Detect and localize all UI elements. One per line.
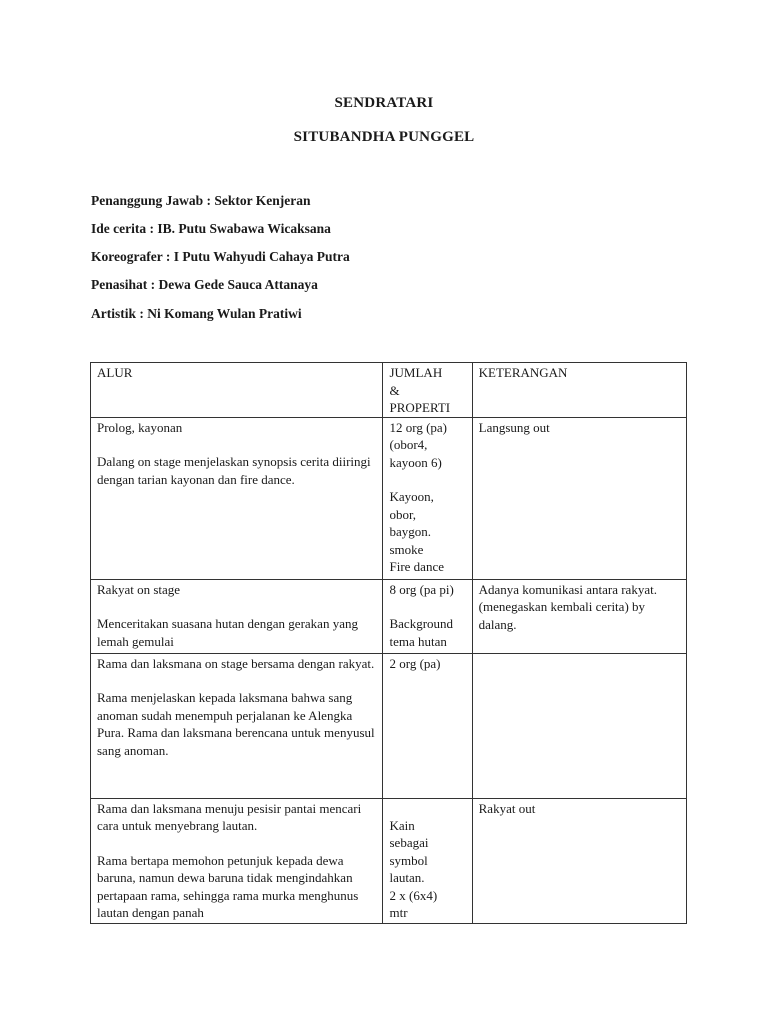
document-title: SENDRATARI <box>334 95 434 111</box>
table-row <box>91 417 687 579</box>
cell-keterangan <box>472 653 686 798</box>
cell-keterangan <box>472 417 686 579</box>
table-row <box>91 579 687 653</box>
header-alur <box>91 363 383 418</box>
properti-line: tema hutan <box>389 633 447 649</box>
properti-line: Kain <box>389 817 415 833</box>
alur-heading: Rama dan laksmana menuju pesisir pantai mencari cara untuk menyebrang lautan. <box>97 800 362 833</box>
info-ide-cerita: Ide cerita : IB. Putu Swabawa Wicaksana <box>91 221 331 236</box>
properti-line: symbol <box>389 852 428 868</box>
header-keterangan-label: KETERANGAN <box>478 365 568 380</box>
properti-line: Fire dance <box>389 559 444 574</box>
alur-description: Dalang on stage menjelaskan synopsis cerita diiringi dengan tarian kayonan dan fire dance. <box>97 454 371 487</box>
cell-jumlah <box>383 798 472 923</box>
info-penanggung-jawab: Penanggung Jawab : Sektor Kenjeran <box>91 193 311 208</box>
jumlah-line: (obor4, <box>389 437 428 452</box>
properti-line: obor, <box>389 506 417 522</box>
properti-line: smoke <box>389 541 424 557</box>
alur-heading: Prolog, kayonan <box>97 419 183 435</box>
alur-description: Rama bertapa memohon petunjuk kepada dewa baruna, namun dewa baruna tidak mengindahkan pertapaan rama, sehingga rama murka menghunus lautan dengan panah <box>97 852 359 920</box>
properti-line: sebagai <box>389 835 429 850</box>
properti-line: 2 x (6x4) <box>389 887 438 903</box>
table-header-row <box>91 363 687 418</box>
table-row <box>91 798 687 923</box>
info-penasihat: Penasihat : Dewa Gede Sauca Attanaya <box>91 277 318 292</box>
document-subtitle: SITUBANDHA PUNGGEL <box>293 129 475 145</box>
alur-heading: Rakyat on stage <box>97 581 181 597</box>
table-row <box>91 653 687 798</box>
header-jumlah-label: JUMLAH <box>389 365 443 380</box>
alur-description: Menceritakan suasana hutan dengan gerakan yang lemah gemulai <box>97 616 358 649</box>
header-keterangan <box>472 363 686 418</box>
cell-jumlah <box>383 579 472 653</box>
properti-line: Background <box>389 616 454 631</box>
cell-alur <box>91 417 383 579</box>
cell-jumlah <box>383 653 472 798</box>
cell-alur <box>91 579 383 653</box>
cell-alur <box>91 653 383 798</box>
info-koreografer: Koreografer : I Putu Wahyudi Cahaya Putra <box>91 249 350 264</box>
properti-line: baygon. <box>389 524 432 539</box>
header-alur-label: ALUR <box>97 365 133 380</box>
properti-line: mtr <box>389 905 408 920</box>
jumlah-line: kayoon 6) <box>389 454 442 470</box>
cell-jumlah <box>383 417 472 579</box>
properti-line: Kayoon, <box>389 489 434 504</box>
keterangan-text: Langsung out <box>478 419 550 435</box>
header-properti-label: PROPERTI <box>389 400 451 415</box>
jumlah-line: 12 org (pa) <box>389 419 448 435</box>
cell-alur <box>91 798 383 923</box>
cell-keterangan <box>472 579 686 653</box>
jumlah-line: 8 org (pa pi) <box>389 581 454 597</box>
alur-table <box>90 362 687 924</box>
header-jumlah-ampersand: & <box>389 382 400 398</box>
keterangan-text: Adanya komunikasi antara rakyat. (menegaskan kembali cerita) by dalang. <box>478 581 657 632</box>
alur-description: Rama menjelaskan kepada laksmana bahwa sang anoman sudah menempuh perjalanan ke Alengka Pura. Rama dan laksmana berencana untuk menyusul sang anoman. <box>97 690 375 758</box>
properti-line: lautan. <box>389 870 425 885</box>
jumlah-line: 2 org (pa) <box>389 655 441 671</box>
info-artistik: Artistik : Ni Komang Wulan Pratiwi <box>91 306 302 321</box>
cell-keterangan <box>472 798 686 923</box>
keterangan-text: Rakyat out <box>478 800 536 816</box>
header-jumlah <box>383 363 472 418</box>
alur-heading: Rama dan laksmana on stage bersama dengan rakyat. <box>97 655 375 671</box>
